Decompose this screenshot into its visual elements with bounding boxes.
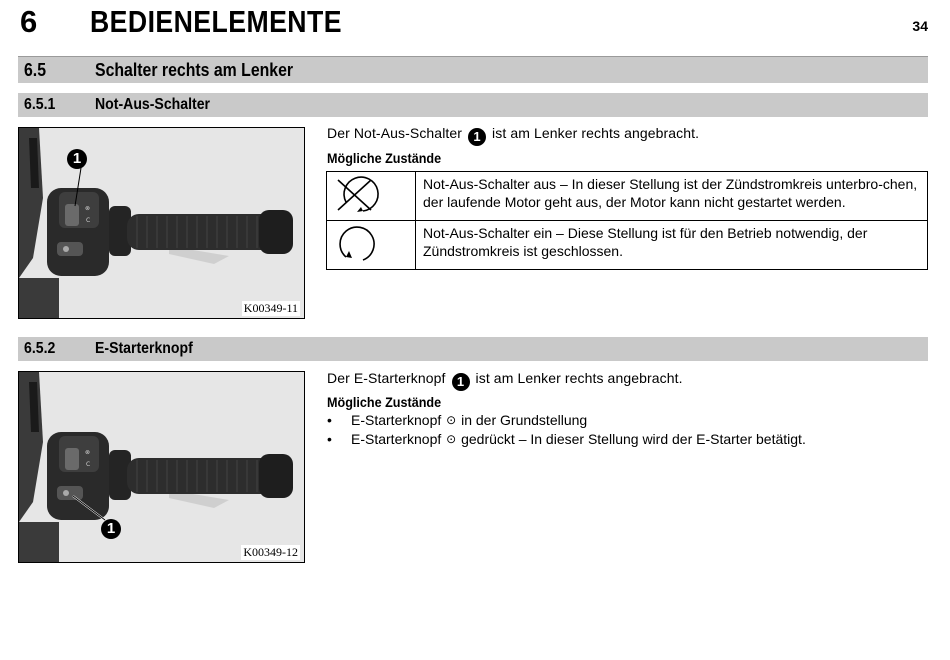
kill-switch-off-icon <box>327 172 415 216</box>
table-row <box>327 221 928 270</box>
list-item <box>327 411 806 430</box>
subsection-heading-e-starter <box>18 337 928 361</box>
starter-button-icon: ⊙ <box>446 413 457 427</box>
e-starter-states-list <box>327 411 806 449</box>
handlebar-photo <box>19 128 304 318</box>
svg-text:C: C <box>86 217 91 224</box>
handlebar-photo <box>19 372 304 562</box>
table-row <box>327 172 928 221</box>
chapter-title: BEDIENELEMENTE <box>90 4 342 39</box>
svg-text:⊗: ⊗ <box>85 205 91 212</box>
state-description: Not-Aus-Schalter aus – In dieser Stellung ist der Zündstromkreis unterbro-chen, der laufende Motor geht aus, der Motor kann nicht gestartet werden. <box>416 172 928 221</box>
figure-label: K00349-11 <box>243 301 298 315</box>
intro-text-end: ist am Lenker rechts angebracht. <box>492 125 700 141</box>
handlebar-figure-e-starter <box>18 371 305 563</box>
kill-switch-states-table <box>326 171 928 270</box>
callout-1: 1 <box>101 519 121 539</box>
intro-text: Der E-Starterknopf <box>327 370 446 386</box>
list-item <box>327 430 806 449</box>
kill-switch-intro <box>327 125 699 146</box>
e-starter-intro <box>327 370 683 391</box>
chapter-number: 6 <box>20 4 38 39</box>
subsection-title: Not-Aus-Schalter <box>95 96 211 113</box>
page-number: 34 <box>912 18 928 34</box>
states-heading: Mögliche Zustände <box>327 150 442 166</box>
section-title: Schalter rechts am Lenker <box>95 60 294 80</box>
subsection-number: 6.5.2 <box>24 340 56 357</box>
svg-text:⊗: ⊗ <box>85 449 91 456</box>
item-text: E-Starterknopf <box>351 412 442 428</box>
subsection-title: E-Starterknopf <box>95 340 193 357</box>
item-text-end: gedrückt – In dieser Stellung wird der E-Starter betätigt. <box>461 431 806 447</box>
item-text-end: in der Grundstellung <box>461 412 588 428</box>
section-heading <box>18 56 928 83</box>
subsection-number: 6.5.1 <box>24 96 56 113</box>
states-heading: Mögliche Zustände <box>327 394 442 410</box>
state-description: Not-Aus-Schalter ein – Diese Stellung ist für den Betrieb notwendig, der Zündstromkreis ist geschlossen. <box>416 221 928 270</box>
kill-switch-on-icon <box>327 221 415 265</box>
state-icon-cell <box>327 172 416 221</box>
figure-label: K00349-12 <box>243 545 298 559</box>
section-number: 6.5 <box>24 60 47 80</box>
item-text: E-Starterknopf <box>351 431 442 447</box>
handlebar-figure-kill-switch <box>18 127 305 319</box>
starter-button-icon: ⊙ <box>446 432 457 446</box>
subsection-heading-kill-switch <box>18 93 928 117</box>
intro-text-end: ist am Lenker rechts angebracht. <box>475 370 683 386</box>
svg-text:C: C <box>86 461 91 468</box>
inline-callout-1: 1 <box>452 373 470 391</box>
callout-1: 1 <box>67 149 87 169</box>
state-icon-cell <box>327 221 416 270</box>
intro-text: Der Not-Aus-Schalter <box>327 125 463 141</box>
inline-callout-1: 1 <box>468 128 486 146</box>
